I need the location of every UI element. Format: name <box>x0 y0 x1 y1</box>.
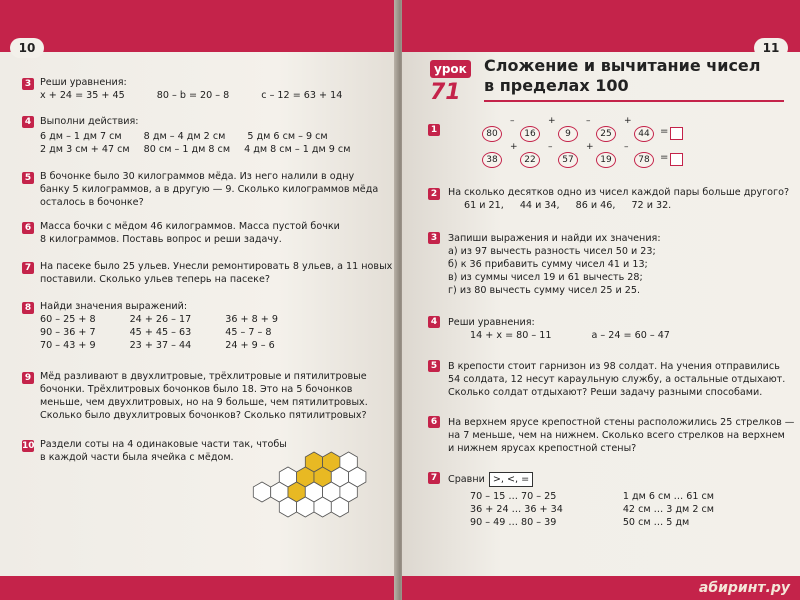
comparison: 36 + 24 … 36 + 34 <box>470 504 563 515</box>
text-line: осталось в бочонке? <box>40 197 144 208</box>
answer-box <box>670 153 683 166</box>
chain-number: 57 <box>558 152 578 168</box>
expression: 90 – 36 + 7 <box>40 327 96 338</box>
expression: 45 + 45 – 63 <box>129 327 192 338</box>
chain-number: 44 <box>634 126 654 142</box>
comparison: 50 см … 5 дм <box>622 517 690 528</box>
number-pair: 44 и 34, <box>519 200 560 211</box>
number-pair: 72 и 32. <box>631 200 672 211</box>
expression: 45 – 7 – 8 <box>225 327 272 338</box>
expression: 24 + 9 – 6 <box>225 340 275 351</box>
number-pair: 86 и 46, <box>575 200 616 211</box>
comparison-signs-box: >, <, = <box>489 472 533 487</box>
equals-sign: = <box>660 126 669 137</box>
task-9 <box>40 370 368 422</box>
comparison: 1 дм 6 см … 61 см <box>622 491 715 502</box>
right-page-number: 11 <box>754 38 788 58</box>
operation-sign: + <box>624 116 632 126</box>
equals-sign: = <box>660 152 669 163</box>
lesson-title <box>484 56 761 96</box>
chain-number: 38 <box>482 152 502 168</box>
lesson-label: урок <box>430 60 471 78</box>
chain-number: 80 <box>482 126 502 142</box>
task-number: 8 <box>22 302 34 314</box>
task-number: 3 <box>22 78 34 90</box>
text-line: На сколько десятков одно из чисел каждой пары больше другого? <box>448 187 790 198</box>
text-line: банку 5 килограммов, а в другую — 9. Сколько килограммов мёда <box>40 184 379 195</box>
text-line: 54 солдата, 12 несут караульную службу, а остальные отдыхают. <box>448 374 786 385</box>
text-line: В крепости стоит гарнизон из 98 солдат. На учения отправились <box>448 361 780 372</box>
task-10 <box>40 438 287 464</box>
expression: 23 + 37 – 44 <box>129 340 192 351</box>
chain-number: 25 <box>596 126 616 142</box>
chain-number: 78 <box>634 152 654 168</box>
task-number: 5 <box>428 360 440 372</box>
task-label: Найди значения выражений: <box>40 301 188 312</box>
task-6-right <box>448 416 794 455</box>
task-6 <box>40 220 340 246</box>
operation-sign: + <box>510 142 518 152</box>
chain-number: 19 <box>596 152 616 168</box>
task-label: Запиши выражения и найди их значения: <box>448 233 661 244</box>
expression: 2 дм 3 см + 47 см <box>40 144 130 155</box>
task-number: 7 <box>428 472 440 484</box>
left-page-bottom-band <box>0 576 398 600</box>
text-line: бочонки. Трёхлитровых бочонков было 18. Это на 5 бочонков <box>40 384 353 395</box>
task-number: 4 <box>428 316 440 328</box>
equation: 14 + x = 80 – 11 <box>470 330 552 341</box>
task-5 <box>40 170 378 209</box>
expression: 36 + 8 + 9 <box>225 314 278 325</box>
expression: 60 – 25 + 8 <box>40 314 96 325</box>
title-line-1: Сложение и вычитание чисел <box>484 56 761 75</box>
text-line: 8 килограммов. Поставь вопрос и реши задачу. <box>40 234 282 245</box>
task-label: Выполни действия: <box>40 116 139 127</box>
text-line: Раздели соты на 4 одинаковые части так, чтобы <box>40 439 287 450</box>
compare-column-right <box>623 490 714 529</box>
left-page <box>0 0 398 600</box>
task-label: Сравни <box>448 474 485 485</box>
task-7-right <box>448 472 788 529</box>
equation: x + 24 = 35 + 45 <box>40 90 125 101</box>
task-7 <box>40 260 392 286</box>
expression: 5 дм 6 см – 9 см <box>247 131 328 142</box>
text-line: На верхнем ярусе крепостной стены расположились 25 стрелков — <box>448 417 795 428</box>
left-page-header-band <box>0 0 398 52</box>
chain-number: 16 <box>520 126 540 142</box>
comparison: 70 – 15 … 70 – 25 <box>470 491 557 502</box>
expression: 6 дм – 1 дм 7 см <box>40 131 122 142</box>
text-line: меньше, чем двухлитровых, но на 9 больше, чем пятилитровых. <box>40 397 368 408</box>
operation-sign: – <box>586 116 591 126</box>
comparison: 42 см … 3 дм 2 см <box>622 504 715 515</box>
equation: 80 – b = 20 – 8 <box>156 90 230 101</box>
equation: a – 24 = 60 – 47 <box>591 330 670 341</box>
text-line: Сколько солдат отдыхают? Реши задачу разными способами. <box>448 387 763 398</box>
task-number: 3 <box>428 232 440 244</box>
task-label: Реши уравнения: <box>40 77 127 88</box>
expression: 70 – 43 + 9 <box>40 340 96 351</box>
text-line: Мёд разливают в двухлитровые, трёхлитровые и пятилитровые <box>40 371 367 382</box>
honeycomb-figure <box>252 450 382 530</box>
comparison: 90 – 49 … 80 – 39 <box>470 517 557 528</box>
chain-number: 9 <box>558 126 578 142</box>
operation-sign: + <box>586 142 594 152</box>
chain-number: 22 <box>520 152 540 168</box>
watermark: абиринт.ру <box>698 580 790 596</box>
text-line: на 7 меньше, чем на нижнем. Сколько всего стрелков на верхнем <box>448 430 785 441</box>
task-4 <box>40 115 350 156</box>
honeycomb-cells <box>253 452 366 517</box>
task-number: 7 <box>22 262 34 274</box>
task-number: 4 <box>22 116 34 128</box>
expression: 4 дм 8 см – 1 дм 9 см <box>244 144 351 155</box>
task-4-right <box>448 316 670 342</box>
right-page-header-band <box>402 0 800 52</box>
task-3 <box>40 76 342 102</box>
text-line: и нижнем ярусах крепостной стены? <box>448 443 637 454</box>
text-line: Сколько было двухлитровых бочонков? Сколько пятилитровых? <box>40 410 367 421</box>
task-3-right <box>448 232 661 297</box>
task-number: 9 <box>22 372 34 384</box>
text-line: а) из 97 вычесть разность чисел 50 и 23; <box>448 246 656 257</box>
text-line: Масса бочки с мёдом 46 килограммов. Масса пустой бочки <box>40 221 340 232</box>
lesson-badge <box>430 58 472 108</box>
operation-sign: – <box>624 142 629 152</box>
text-line: в) из суммы чисел 19 и 61 вычесть 28; <box>448 272 643 283</box>
task-number: 5 <box>22 172 34 184</box>
task-5-right <box>448 360 785 399</box>
task-label: Реши уравнения: <box>448 317 535 328</box>
text-line: б) к 36 прибавить сумму чисел 41 и 13; <box>448 259 648 270</box>
number-chains <box>482 116 682 174</box>
task-number: 1 <box>428 124 440 136</box>
expression: 80 см – 1 дм 8 см <box>143 144 231 155</box>
left-page-number: 10 <box>10 38 44 58</box>
text-line: в каждой части была ячейка с мёдом. <box>40 452 234 463</box>
task-number: 6 <box>22 222 34 234</box>
task-8 <box>40 300 278 352</box>
operation-sign: – <box>510 116 515 126</box>
text-line: На пасеке было 25 ульев. Унесли ремонтировать 8 ульев, а 11 новых <box>40 261 393 272</box>
right-page <box>402 0 800 600</box>
honeycomb-cell <box>253 482 270 502</box>
task-2 <box>448 186 789 212</box>
title-underline <box>484 100 784 102</box>
title-line-2: в пределах 100 <box>484 76 629 95</box>
text-line: поставили. Сколько ульев теперь на пасеке? <box>40 274 270 285</box>
task-number: 2 <box>428 188 440 200</box>
expression: 8 дм – 4 дм 2 см <box>143 131 226 142</box>
number-pair: 61 и 21, <box>464 200 504 211</box>
operation-sign: – <box>548 142 553 152</box>
operation-sign: + <box>548 116 556 126</box>
task-number: 10 <box>22 441 35 451</box>
compare-column-left <box>470 490 563 529</box>
task-number: 6 <box>428 416 440 428</box>
text-line: г) из 80 вычесть сумму чисел 25 и 25. <box>448 285 641 296</box>
lesson-number: 71 <box>430 80 461 105</box>
text-line: В бочонке было 30 килограммов мёда. Из него налили в одну <box>40 171 355 182</box>
answer-box <box>670 127 683 140</box>
expression: 24 + 26 – 17 <box>129 314 192 325</box>
equation: c – 12 = 63 + 14 <box>261 90 343 101</box>
